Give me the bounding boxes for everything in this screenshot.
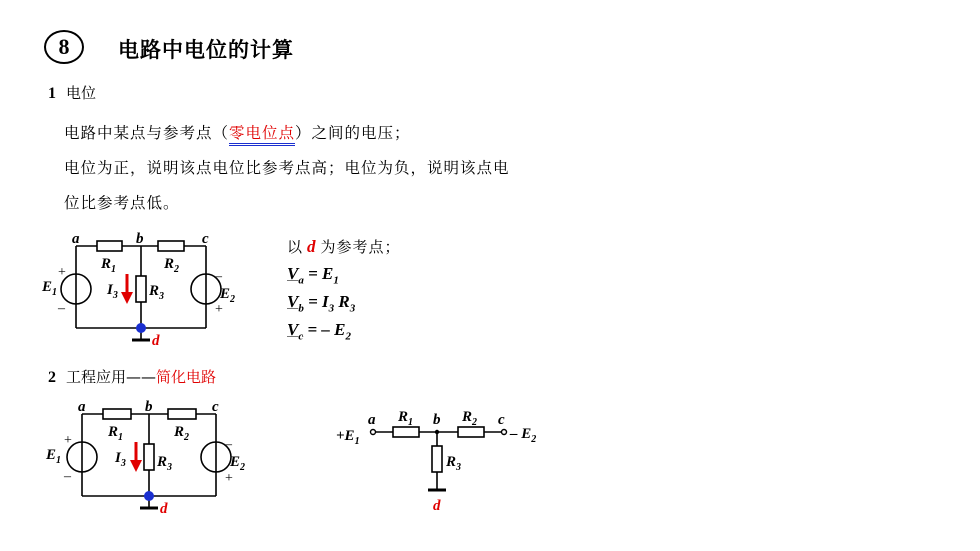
node-b-label: b — [145, 399, 153, 415]
node-d-dot — [144, 491, 154, 501]
circuit-diagram-1 — [30, 228, 270, 352]
node-c-label: c — [498, 412, 505, 428]
resistor-r1 — [97, 241, 122, 251]
e1-plus: + — [58, 265, 66, 280]
e2-plus: + — [225, 471, 233, 486]
resistor-r2 — [158, 241, 184, 251]
node-a-label: a — [72, 231, 80, 247]
definition-line-1 — [64, 121, 411, 143]
section-1-number: 1 — [48, 85, 56, 102]
node-c-label: c — [212, 399, 219, 415]
node-a-label: a — [78, 399, 86, 415]
r3-label: $R_3$ — [446, 454, 462, 473]
section-2-title: 工程应用—— — [66, 368, 157, 386]
r1-label: $R_1$ — [398, 409, 414, 428]
i3-label: $I_3$ — [115, 450, 126, 469]
section-2-heading — [48, 366, 216, 387]
section-2-number: 2 — [48, 369, 56, 386]
resistor-r2 — [168, 409, 196, 419]
r3-label: $R_3$ — [157, 454, 173, 473]
node-b-label: b — [433, 412, 441, 428]
e2-label: $E_2$ — [230, 454, 246, 473]
definition-line-3: 位比参考点低。 — [64, 194, 180, 212]
node-a-label: a — [368, 412, 376, 428]
terminal-a — [371, 430, 376, 435]
e1-plus: + — [64, 433, 72, 448]
zero-potential-highlight: 零电位点 — [229, 124, 295, 146]
resistor-r3 — [144, 444, 154, 470]
simplified-circuit — [330, 400, 570, 524]
r2-label: $R_2$ — [462, 409, 478, 428]
e1-minus: – — [58, 301, 65, 316]
node-c-label: c — [202, 231, 209, 247]
equation-vb: $V_b = I_3$ $R_3$ — [287, 292, 356, 315]
e2-minus: – — [215, 269, 222, 284]
e1-label: $E_1$ — [46, 447, 62, 466]
resistor-r1 — [393, 427, 419, 437]
i3-label: $I_3$ — [107, 282, 118, 301]
section-1-title: 电位 — [66, 84, 97, 102]
node-d-label: d — [160, 501, 168, 517]
section-1-heading — [48, 82, 96, 103]
right-terminal-label: – $E_2$ — [510, 426, 537, 445]
current-arrow-i3 — [130, 442, 142, 472]
node-d-dot — [136, 323, 146, 333]
node-d-label: d — [152, 333, 160, 349]
left-terminal-label: $+E_1$ — [336, 428, 360, 447]
e2-minus: – — [225, 437, 232, 452]
terminal-c — [502, 430, 507, 435]
node-b-dot — [435, 430, 439, 434]
node-b-label: b — [136, 231, 144, 247]
definition-line-2: 电位为正，说明该点电位比参考点高；电位为负，说明该点电 — [64, 159, 510, 177]
r1-label: $R_1$ — [101, 256, 117, 275]
definition-text-end: ）之间的电压； — [295, 124, 411, 142]
reference-statement — [287, 236, 401, 257]
node-d-label: d — [433, 498, 441, 514]
definition-text: 电路中某点与参考点（ — [64, 124, 230, 142]
e2-plus: + — [215, 302, 223, 317]
e1-label: $E_1$ — [42, 279, 58, 298]
resistor-r2 — [458, 427, 484, 437]
resistor-r1 — [103, 409, 131, 419]
resistor-r3 — [136, 276, 146, 302]
page-title: 电路中电位的计算 — [118, 38, 294, 62]
equation-vc: $V_c$ = – $E_2$ — [287, 320, 352, 343]
section-2-highlight: 简化电路 — [156, 368, 217, 386]
reference-after: 为参考点； — [320, 238, 401, 256]
resistor-r3 — [432, 446, 442, 472]
current-arrow-i3 — [121, 274, 133, 304]
e2-label: $E_2$ — [220, 286, 236, 305]
r1-label: $R_1$ — [108, 424, 124, 443]
r3-label: $R_3$ — [149, 283, 165, 302]
e1-minus: – — [64, 469, 71, 484]
r2-label: $R_2$ — [164, 256, 180, 275]
reference-node: d — [307, 237, 317, 256]
section-number-badge: 8 — [44, 30, 84, 64]
equation-va: $V_a = E_1$ — [287, 264, 339, 287]
circuit-diagram-2 — [36, 396, 276, 520]
reference-before: 以 — [287, 238, 304, 256]
r2-label: $R_2$ — [174, 424, 190, 443]
